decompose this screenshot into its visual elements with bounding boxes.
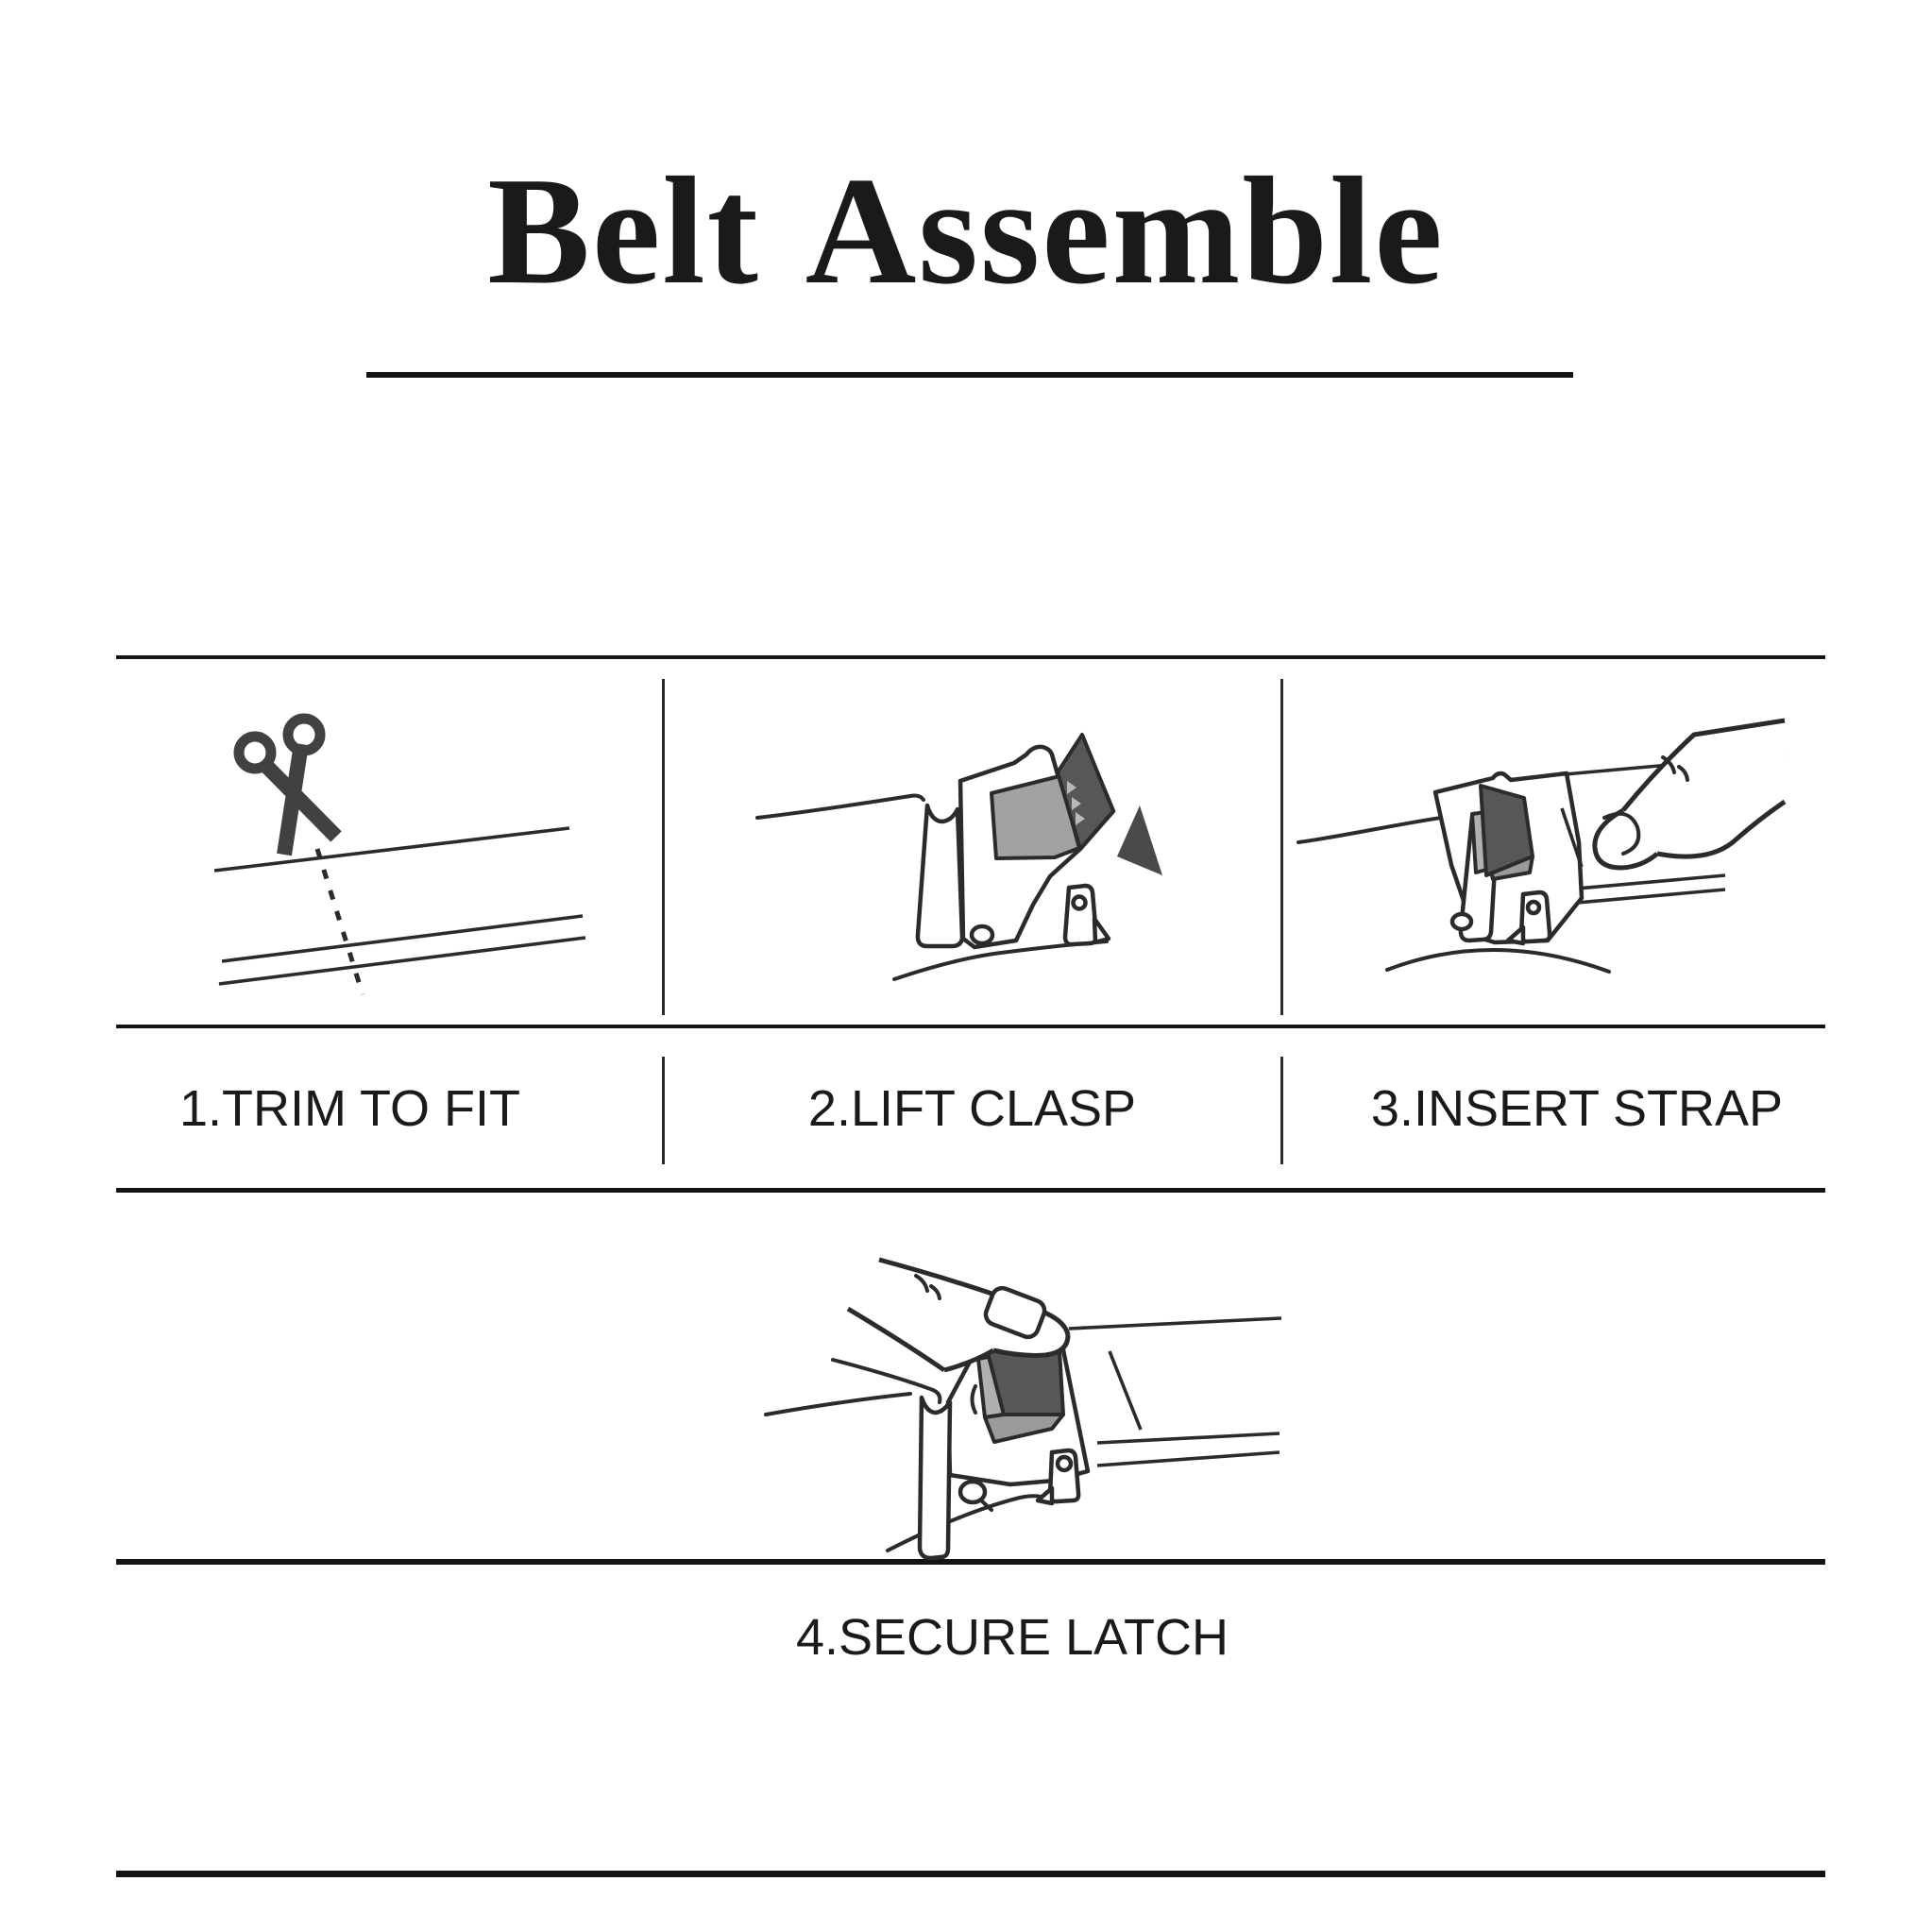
wrist-curve — [888, 1496, 1047, 1551]
thumb-pressing-icon — [848, 1260, 1068, 1370]
insert-strap-illustration — [1281, 657, 1825, 1025]
trim-to-fit-illustration — [116, 657, 663, 1025]
page-title: Belt Assemble — [487, 146, 1445, 316]
strap-left-line — [757, 796, 924, 819]
step-label-secure-latch: 4.SECURE LATCH — [795, 1609, 1229, 1666]
strap-bottom-line — [1387, 950, 1609, 972]
scissors-icon — [239, 719, 336, 855]
hand-lines — [766, 1360, 940, 1415]
lift-direction-arrow-icon — [1117, 805, 1162, 875]
dashed-cut-line — [317, 849, 363, 994]
step-label-insert-strap: 3.INSERT STRAP — [1370, 1080, 1784, 1137]
strap-right-lines — [1069, 1318, 1281, 1466]
title-underline — [366, 372, 1573, 378]
rule-under-labels — [116, 1188, 1825, 1193]
secure-latch-illustration — [661, 1228, 1284, 1563]
rule-bottom — [116, 1871, 1825, 1877]
strap-surface-mark — [1110, 1351, 1141, 1430]
hinge-hole — [972, 926, 992, 943]
step-label-lift-clasp: 2.LIFT CLASP — [807, 1080, 1137, 1137]
latch-bracket — [1065, 886, 1109, 944]
step-label-trim-to-fit: 1.TRIM TO FIT — [178, 1080, 521, 1137]
buckle-left-post — [918, 805, 962, 946]
pointing-finger-icon — [1594, 720, 1785, 869]
hinge-hole — [1452, 914, 1471, 929]
lift-clasp-illustration — [663, 657, 1281, 1025]
belt-strap-lines — [214, 828, 585, 984]
buckle-left-post — [920, 1398, 950, 1558]
